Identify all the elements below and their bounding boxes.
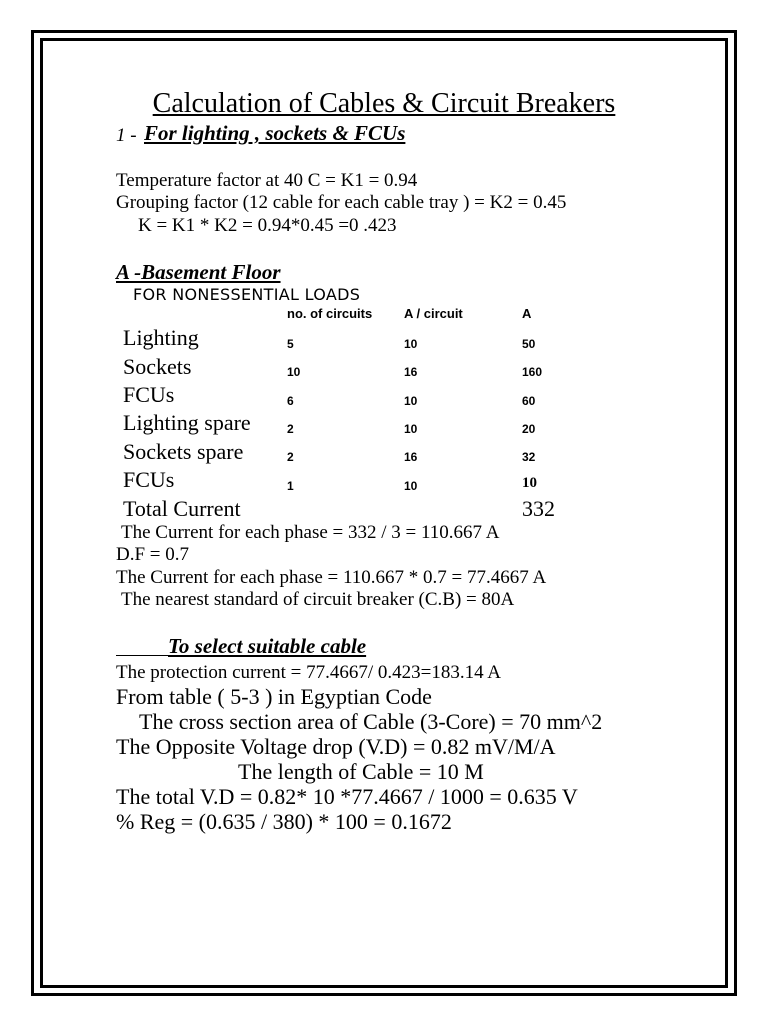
table-row-label: Lighting spare [123,410,251,435]
table-cell-per-circuit: 16 [404,365,418,379]
temperature-factor: Temperature factor at 40 C = K1 = 0.94 [116,170,418,191]
table-cell-circuits: 5 [287,337,294,351]
table-cell-circuits: 1 [287,479,294,493]
table-cell-amps: 160 [522,365,543,379]
table-cell-circuits: 6 [287,394,294,408]
cross-section-line: The cross section area of Cable (3-Core) = 70 mm^2 [139,709,603,734]
regulation-line: % Reg = (0.635 / 380) * 100 = 0.1672 [116,809,452,834]
table-cell-circuits: 2 [287,450,294,464]
table-row-label: FCUs [123,467,175,492]
table-row-label: Sockets spare [123,439,244,464]
table-cell-per-circuit: 10 [404,422,418,436]
table-cell-per-circuit: 10 [404,394,418,408]
cable-selection-heading: To select suitable cable [168,634,367,658]
code-reference-line: From table ( 5-3 ) in Egyptian Code [116,684,432,709]
total-voltage-drop-line: The total V.D = 0.82* 10 *77.4667 / 1000 = 0.635 V [116,784,578,809]
voltage-drop-line: The Opposite Voltage drop (V.D) = 0.82 mV/M/A [116,734,556,759]
heading-underline-lead [116,636,168,656]
document-title: Calculation of Cables & Circuit Breakers [152,88,616,119]
table-cell-circuits: 2 [287,422,294,436]
basement-heading: A -Basement Floor [116,260,281,284]
table-cell-amps: 50 [522,337,536,351]
k-factor: K = K1 * K2 = 0.94*0.45 =0 .423 [138,215,397,236]
total-current-label: Total Current [123,496,241,521]
table-cell-circuits: 10 [287,365,301,379]
grouping-factor: Grouping factor (12 cable for each cable tray ) = K2 = 0.45 [116,192,567,213]
table-row-label: Lighting [123,325,199,350]
nonessential-loads-heading: FOR NONESSENTIAL LOADS [133,285,361,304]
table-row-label: Sockets [123,354,192,379]
section-heading: For lighting , sockets & FCUs [144,121,406,145]
table-cell-amps: 32 [522,450,536,464]
table-cell-per-circuit: 16 [404,450,418,464]
cable-length-line: The length of Cable = 10 M [238,759,484,784]
circuit-breaker-line: The nearest standard of circuit breaker (C.B) = 80A [121,589,515,610]
column-header-per-circuit: A / circuit [404,306,463,321]
column-header-amps: A [522,306,532,321]
column-header-circuits: no. of circuits [287,306,373,321]
demand-factor-line: D.F = 0.7 [116,544,190,565]
phase-current-line: The Current for each phase = 332 / 3 = 110.667 A [121,522,500,543]
table-cell-amps: 60 [522,394,536,408]
table-cell-amps: 10 [522,475,537,491]
table-row-label: FCUs [123,382,175,407]
table-cell-per-circuit: 10 [404,479,418,493]
section-number: 1 - [116,125,137,146]
total-current-value: 332 [522,496,555,521]
phase-current-df-line: The Current for each phase = 110.667 * 0.7 = 77.4667 A [116,567,547,588]
table-cell-per-circuit: 10 [404,337,418,351]
table-cell-amps: 20 [522,422,536,436]
protection-current-line: The protection current = 77.4667/ 0.423=183.14 A [116,662,502,683]
